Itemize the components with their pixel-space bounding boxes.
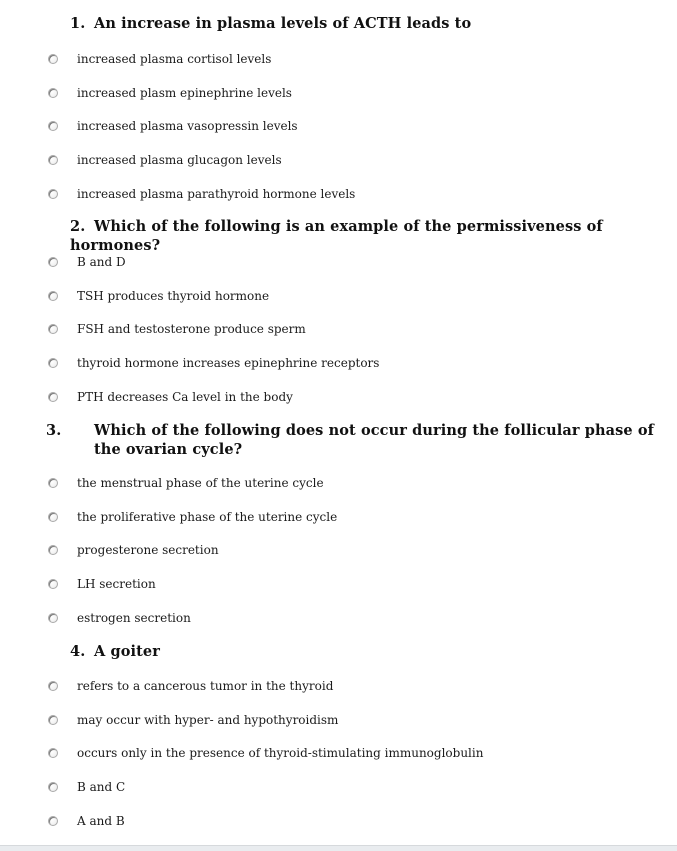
answer-option[interactable] bbox=[48, 509, 337, 525]
question-number: 2. bbox=[70, 218, 86, 235]
radio-button[interactable] bbox=[48, 358, 58, 368]
answer-option[interactable] bbox=[48, 712, 338, 728]
answer-option[interactable] bbox=[48, 813, 125, 829]
radio-button[interactable] bbox=[48, 324, 58, 334]
radio-button[interactable] bbox=[48, 512, 58, 522]
radio-button[interactable] bbox=[48, 579, 58, 589]
radio-button[interactable] bbox=[48, 155, 58, 165]
question-text: Which of the following is an example of the permissiveness of hormones? bbox=[70, 218, 603, 254]
answer-option[interactable] bbox=[48, 186, 355, 202]
answer-option[interactable] bbox=[48, 118, 298, 134]
radio-button[interactable] bbox=[48, 478, 58, 488]
question-1-title bbox=[70, 14, 660, 33]
option-label: the proliferative phase of the uterine cycle bbox=[77, 510, 338, 524]
question-3-title bbox=[46, 421, 654, 459]
answer-option[interactable] bbox=[48, 355, 379, 371]
option-label: B and C bbox=[77, 780, 126, 794]
option-label: progesterone secretion bbox=[77, 543, 219, 557]
radio-button[interactable] bbox=[48, 88, 58, 98]
option-label: occurs only in the presence of thyroid-stimulating immunoglobulin bbox=[77, 746, 484, 760]
option-label: TSH produces thyroid hormone bbox=[77, 289, 270, 303]
radio-button[interactable] bbox=[48, 782, 58, 792]
answer-option[interactable] bbox=[48, 576, 156, 592]
radio-button[interactable] bbox=[48, 189, 58, 199]
answer-option[interactable] bbox=[48, 321, 306, 337]
answer-option[interactable] bbox=[48, 254, 126, 270]
question-number: 1. bbox=[70, 15, 86, 32]
radio-button[interactable] bbox=[48, 121, 58, 131]
radio-button[interactable] bbox=[48, 291, 58, 301]
option-label: increased plasm epinephrine levels bbox=[77, 86, 292, 100]
option-label: increased plasma vasopressin levels bbox=[77, 119, 298, 133]
option-label: estrogen secretion bbox=[77, 611, 191, 625]
answer-option[interactable] bbox=[48, 678, 333, 694]
question-4-title bbox=[70, 642, 660, 661]
answer-option[interactable] bbox=[48, 288, 269, 304]
radio-button[interactable] bbox=[48, 816, 58, 826]
question-text: A goiter bbox=[94, 643, 160, 660]
option-label: LH secretion bbox=[77, 577, 156, 591]
option-label: A and B bbox=[77, 814, 125, 828]
question-number: 4. bbox=[70, 643, 86, 660]
bottom-scroll-edge bbox=[0, 845, 677, 851]
answer-option[interactable] bbox=[48, 389, 293, 405]
radio-button[interactable] bbox=[48, 54, 58, 64]
radio-button[interactable] bbox=[48, 392, 58, 402]
question-text: An increase in plasma levels of ACTH leads to bbox=[94, 15, 472, 32]
answer-option[interactable] bbox=[48, 610, 191, 626]
answer-option[interactable] bbox=[48, 779, 125, 795]
option-label: increased plasma cortisol levels bbox=[77, 52, 272, 66]
option-label: FSH and testosterone produce sperm bbox=[77, 322, 306, 336]
radio-button[interactable] bbox=[48, 748, 58, 758]
option-label: increased plasma parathyroid hormone levels bbox=[77, 187, 356, 201]
option-label: PTH decreases Ca level in the body bbox=[77, 390, 293, 404]
answer-option[interactable] bbox=[48, 85, 292, 101]
option-label: B and D bbox=[77, 255, 126, 269]
question-text: Which of the following does not occur during the follicular phase of the ovarian cycle? bbox=[94, 422, 654, 458]
answer-option[interactable] bbox=[48, 745, 483, 761]
answer-option[interactable] bbox=[48, 152, 282, 168]
radio-button[interactable] bbox=[48, 545, 58, 555]
option-label: increased plasma glucagon levels bbox=[77, 153, 282, 167]
option-label: thyroid hormone increases epinephrine receptors bbox=[77, 356, 380, 370]
option-label: may occur with hyper- and hypothyroidism bbox=[77, 713, 339, 727]
radio-button[interactable] bbox=[48, 681, 58, 691]
answer-option[interactable] bbox=[48, 542, 219, 558]
question-number: 3. bbox=[46, 422, 62, 439]
radio-button[interactable] bbox=[48, 257, 58, 267]
answer-option[interactable] bbox=[48, 475, 324, 491]
radio-button[interactable] bbox=[48, 715, 58, 725]
option-label: refers to a cancerous tumor in the thyroid bbox=[77, 679, 334, 693]
option-label: the menstrual phase of the uterine cycle bbox=[77, 476, 324, 490]
radio-button[interactable] bbox=[48, 613, 58, 623]
question-2-title bbox=[70, 217, 660, 255]
answer-option[interactable] bbox=[48, 51, 271, 67]
